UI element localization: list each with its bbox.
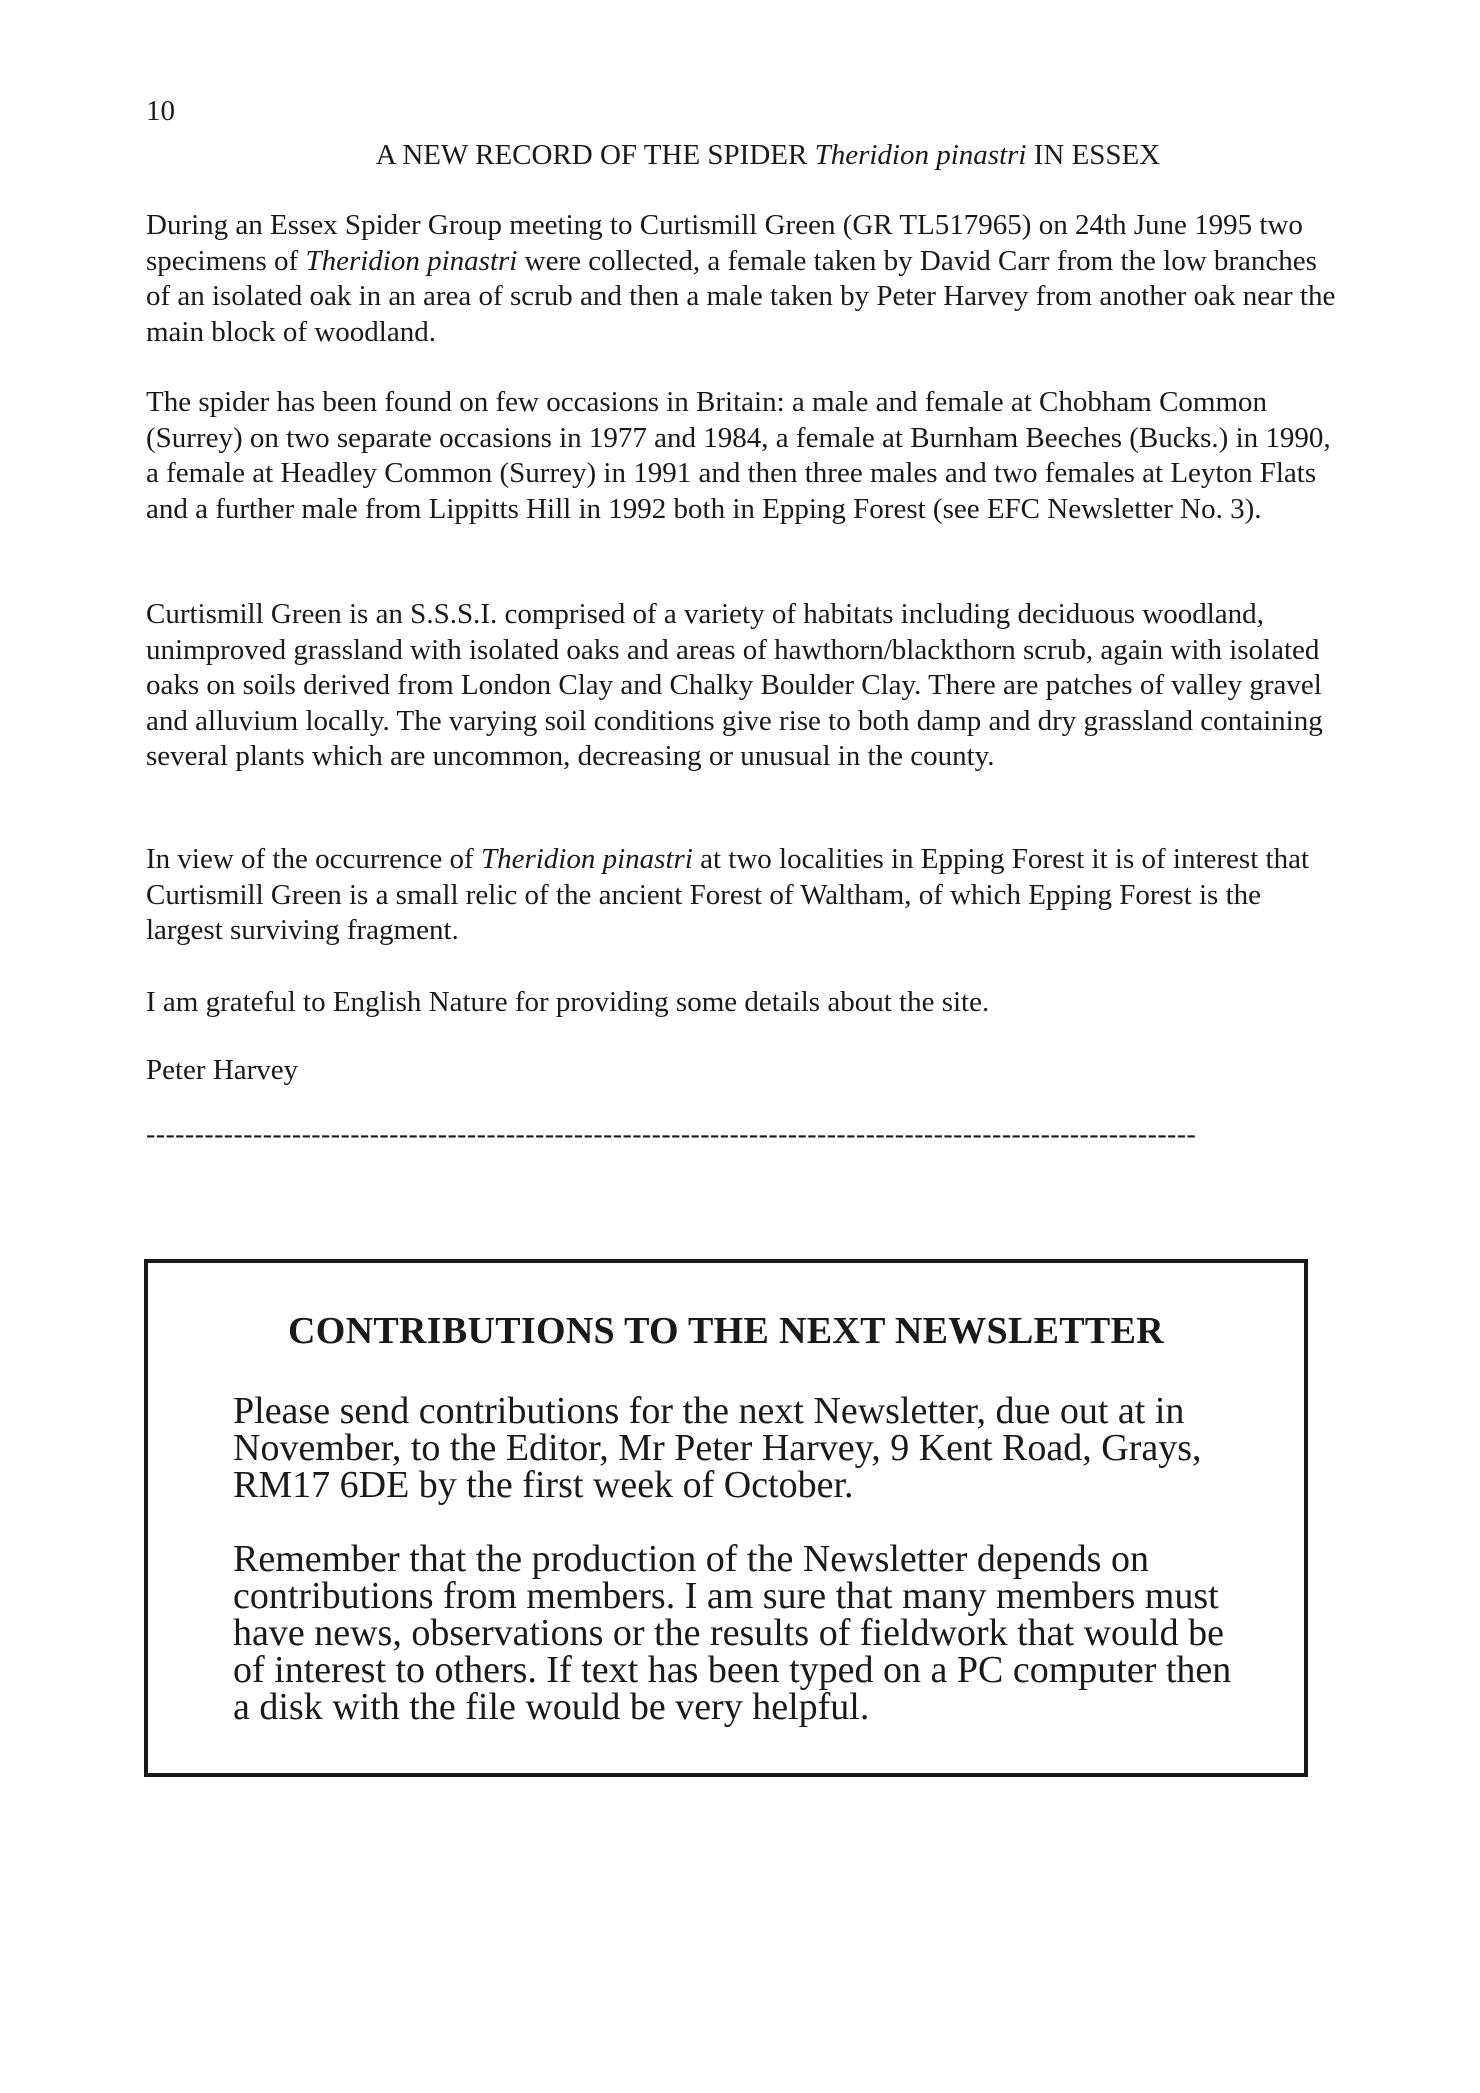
article-paragraph-5: I am grateful to English Nature for providing some details about the site. [146,986,990,1018]
article-paragraph-1 [146,208,1336,350]
contributions-paragraph-1: Please send contributions for the next Newsletter, due out at in November, to the Editor, Mr Peter Harvey, 9 Kent Road, Grays, RM17 6DE by the first week of October. [233,1390,1202,1506]
article-paragraph-3: Curtismill Green is an S.S.S.I. comprised of a variety of habitats including deciduous woodland, unimproved grassland with isolated oaks and areas of hawthorn/blackthorn scrub, again with isolated oaks on soils derived from London Clay and Chalky Boulder Clay. There are patches of valley gravel and alluvium locally. The varying soil conditions give rise to both damp and dry grassland containing several plants which are uncommon, decreasing or unusual in the county. [146,598,1323,772]
paragraph-4-before: In view of the occurrence of [146,843,474,875]
contributions-box [144,1259,1308,1777]
section-divider: ------------------------------------------------------------------------------------------------------------ [146,1119,1197,1150]
article-paragraph-2: The spider has been found on few occasions in Britain: a male and female at Chobham Common (Surrey) on two separate occasions in 1977 and 1984, a female at Burnham Beeches (Bucks.) in 1990, a female at Headley Common (Surrey) in 1991 and then three males and two females at Leyton Flats and a further male from Lippitts Hill in 1992 both in Epping Forest (see EFC Newsletter No. 3). [146,386,1331,525]
article-author: Peter Harvey [146,1054,299,1086]
article-title-prefix: A NEW RECORD OF THE SPIDER [375,139,808,171]
article-title [0,138,1480,172]
paragraph-4-species: Theridion pinastri [480,843,693,875]
article-paragraph-4 [146,842,1336,949]
page-number: 10 [146,95,175,127]
contributions-paragraph-2: Remember that the production of the Newsletter depends on contributions from members. I am sure that many members must have news, observations or the results of fieldwork that would be of interest to others. If text has been typed on a PC computer then a disk with the file would be very helpful. [233,1538,1232,1728]
paragraph-4-after: at two localities in Epping Forest it is of interest that Curtismill Green is a small relic of the ancient Forest of Waltham, of which Epping Forest is the largest surviving fragment. [146,843,1310,946]
paragraph-1-species: Theridion pinastri [305,244,518,277]
article-title-species: Theridion pinastri [814,139,1027,171]
paragraph-1-before: During an Essex Spider Group meeting to Curtismill Green (GR TL517965) on 24th June 1995 two specimens of [146,209,1303,277]
article-title-suffix: IN ESSEX [1033,139,1161,171]
paragraph-1-after: were collected, a female taken by David Carr from the low branches of an isolated oak in an area of scrub and then a male taken by Peter Harvey from another oak near the main block of woodland. [146,244,1336,348]
contributions-title: CONTRIBUTIONS TO THE NEXT NEWSLETTER [288,1310,1164,1352]
